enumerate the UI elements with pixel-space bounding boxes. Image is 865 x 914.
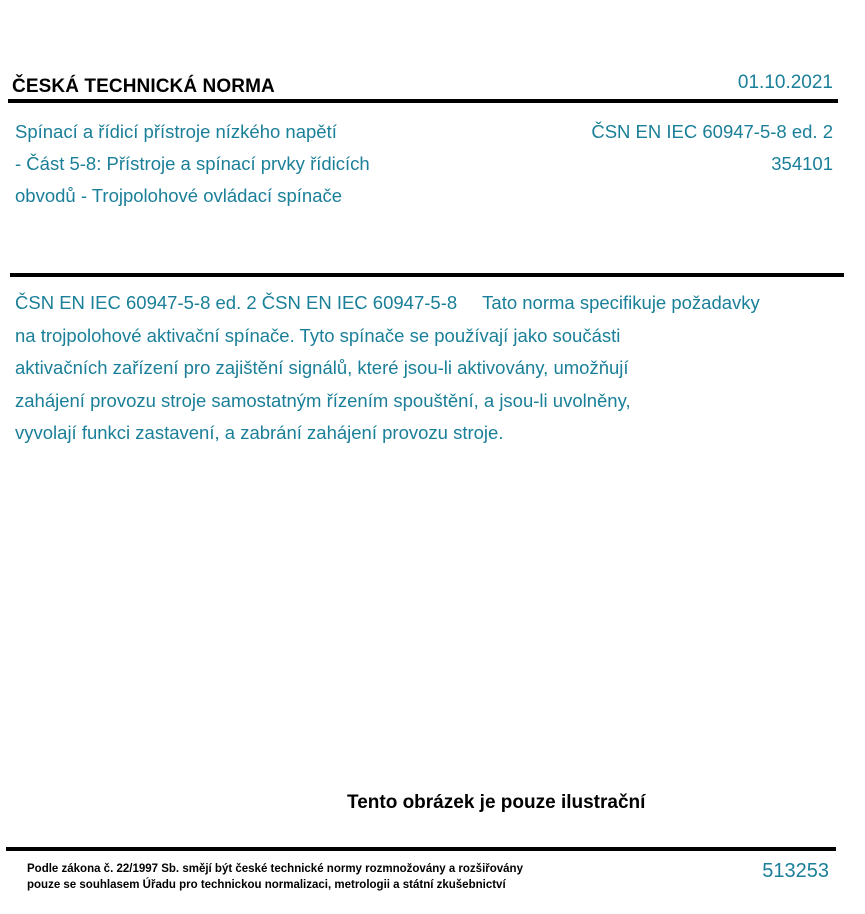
standard-title-line: - Část 5-8: Přístroje a spínací prvky řídicích: [15, 153, 370, 174]
standard-code: ČSN EN IEC 60947-5-8 ed. 2: [591, 121, 833, 142]
description-line: aktivačních zařízení pro zajištění signálů, které jsou-li aktivovány, umožňují: [15, 357, 629, 378]
footer-legal-line: pouze se souhlasem Úřadu pro technickou normalizaci, metrologii a státní zkušebnictví: [27, 878, 506, 891]
standard-description: [15, 287, 865, 450]
standard-class-number: 354101: [771, 153, 833, 174]
standard-title-line: obvodů - Trojpolohové ovládací spínače: [15, 185, 343, 206]
document-header-title: ČESKÁ TECHNICKÁ NORMA: [12, 76, 275, 97]
standard-title-line: Spínací a řídicí přístroje nízkého napětí: [15, 121, 337, 142]
footer-document-number: 513253: [762, 860, 829, 882]
footer-legal-notice: [27, 862, 523, 893]
standard-code-block: [591, 116, 833, 180]
illustration-note: Tento obrázek je pouze ilustrační: [347, 792, 646, 813]
description-line: vyvolají funkci zastavení, a zabrání zahájení provozu stroje.: [15, 422, 504, 443]
header-rule: [8, 99, 838, 103]
description-line: na trojpolohové aktivační spínače. Tyto spínače se používají jako součásti: [15, 324, 621, 346]
description-prefix: ČSN EN IEC 60947-5-8 ed. 2 ČSN EN IEC 60947-5-8: [15, 292, 458, 313]
description-line: zahájení provozu stroje samostatným řízením spouštění, a jsou-li uvolněny,: [15, 389, 631, 411]
document-date: 01.10.2021: [737, 72, 833, 93]
description-first-line: [15, 287, 865, 320]
description-first-text: Tato norma specifikuje požadavky: [482, 292, 760, 313]
footer-rule: [6, 847, 836, 851]
footer-legal-line: Podle zákona č. 22/1997 Sb. smějí být české technické normy rozmnožovány a rozšiřovány: [27, 863, 523, 875]
standard-title: [15, 116, 455, 212]
title-rule: [10, 273, 844, 277]
